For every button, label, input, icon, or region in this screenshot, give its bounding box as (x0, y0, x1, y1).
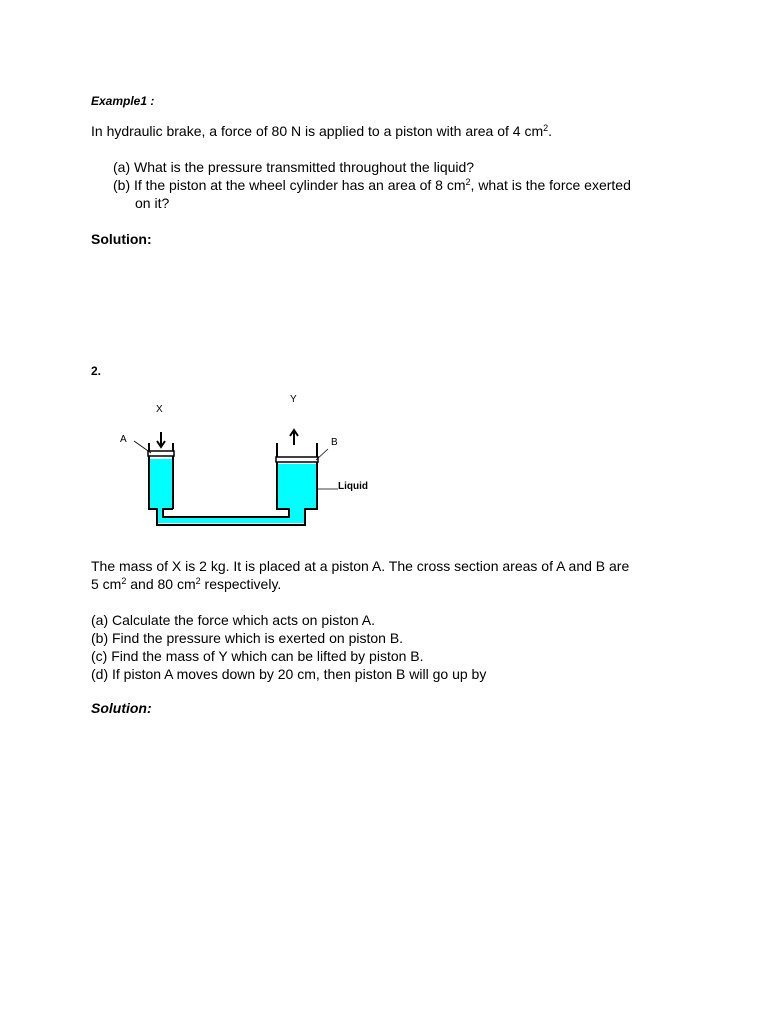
hydraulic-press-diagram (110, 385, 380, 535)
example2-question-a: (a) Calculate the force which acts on piston A. (91, 612, 376, 628)
area-b-text: and 80 cm (126, 576, 196, 592)
area-a-text: 5 cm (91, 576, 122, 592)
up-arrow-icon (290, 430, 298, 445)
example1-solution-label: Solution: (91, 231, 152, 247)
label-a: A (120, 434, 127, 445)
example1-intro-text: In hydraulic brake, a force of 80 N is applied to a piston with area of 4 cm (91, 123, 544, 139)
example1-question-a: (a) What is the pressure transmitted throughout the liquid? (113, 159, 475, 175)
example1-question-b-sup: 2 (465, 177, 471, 187)
example2-number: 2. (91, 364, 102, 378)
example2-question-b: (b) Find the pressure which is exerted on piston B. (91, 630, 404, 646)
example2-statement-line1: The mass of X is 2 kg. It is placed at a piston A. The cross section areas of A and B are (91, 558, 630, 574)
label-liquid: Liquid (338, 481, 368, 492)
area-a-sup: 2 (121, 576, 127, 586)
piston-b (276, 457, 318, 462)
respectively-text: respectively. (200, 576, 282, 592)
example1-intro-end: . (548, 123, 553, 139)
down-arrow-icon (157, 432, 165, 447)
example2-question-c: (c) Find the mass of Y which can be lifted by piston B. (91, 648, 424, 664)
example1-question-b-text: (b) If the piston at the wheel cylinder has an area of 8 cm (113, 177, 466, 193)
example1-heading: Example1 : (91, 94, 155, 108)
piston-a (148, 451, 174, 456)
liquid-fill (149, 459, 317, 523)
area-b-sup: 2 (195, 576, 201, 586)
example2-statement-line2 (91, 575, 281, 593)
example1-intro-sup: 2 (543, 123, 549, 133)
example1-intro (91, 122, 552, 140)
example2-solution-label: Solution: (91, 700, 152, 716)
label-b: B (331, 437, 338, 448)
example1-question-b-continued: on it? (135, 195, 170, 211)
label-y: Y (290, 394, 297, 405)
label-x: X (156, 404, 163, 415)
example1-question-b-end: , what is the force exerted (470, 177, 631, 193)
example1-question-b (113, 176, 631, 194)
example2-question-d: (d) If piston A moves down by 20 cm, then piston B will go up by (91, 666, 487, 682)
